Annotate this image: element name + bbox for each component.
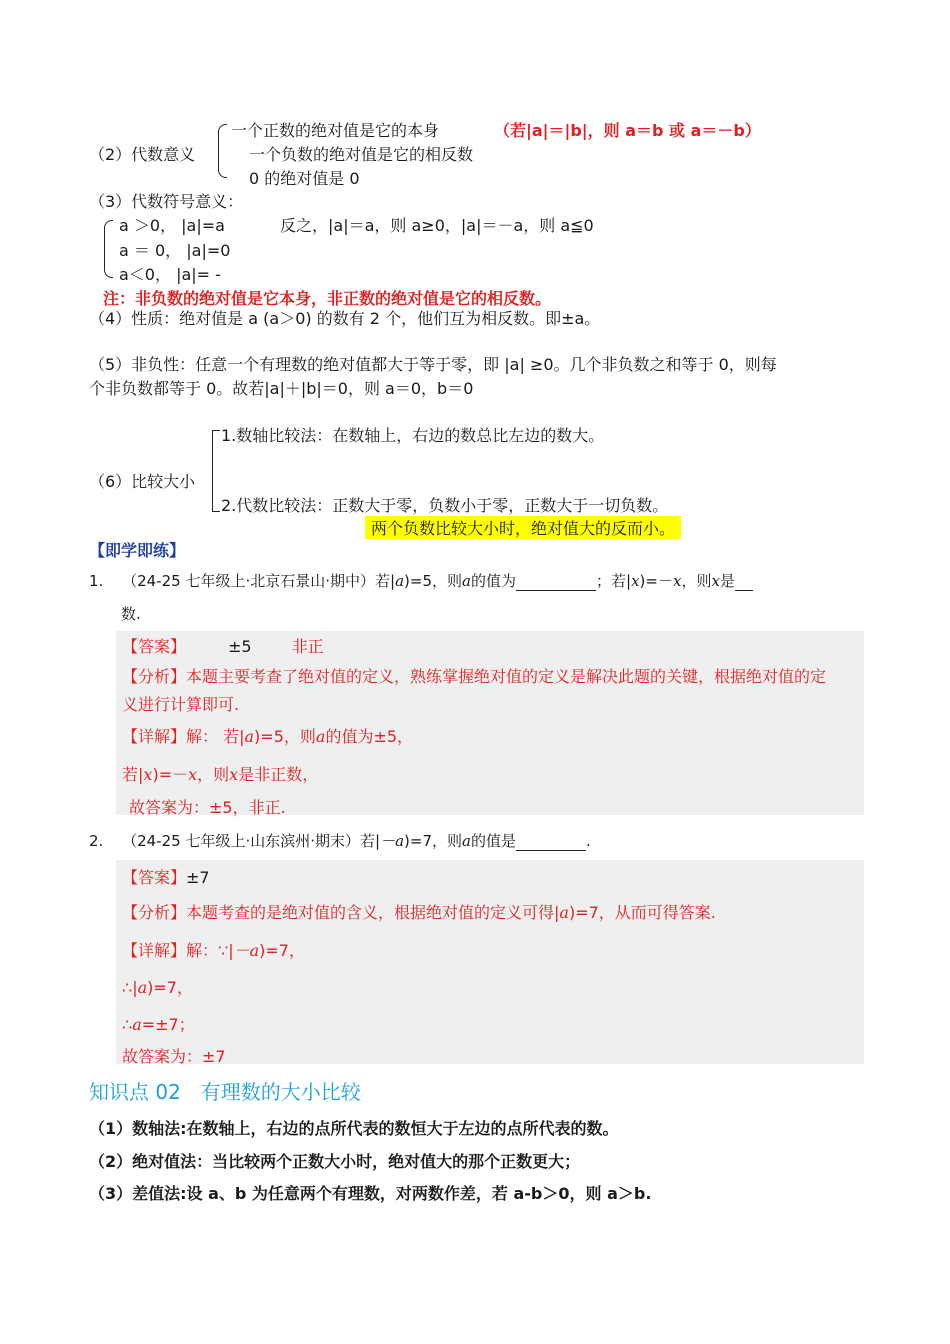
q2-answer-value: ±7 — [186, 868, 210, 887]
sym-line-1b: 反之，|a|＝a，则 a≥0，|a|＝－a，则 a≦0 — [280, 216, 594, 235]
q2-detail-text: =±7； — [141, 1015, 195, 1034]
q1-answer-label: 【答案】 — [122, 637, 187, 656]
q1-detail-label: 【详解】 — [122, 727, 187, 746]
q2-source: （24-25 七年级上·山东滨州·期末） — [122, 832, 360, 850]
q1-text: =－ — [645, 572, 673, 590]
q2-solution-panel — [116, 860, 864, 1064]
section-p1: （1）数轴法:在数轴上，右边的点所代表的数恒大于左边的点所代表的数。 — [89, 1119, 619, 1138]
q1-detail-var: x — [229, 765, 239, 784]
alg-note: （若|a|＝|b|，则 a＝b 或 a＝－b） — [494, 121, 761, 140]
q1-var: x — [672, 572, 682, 590]
q1-detail-text: 的值为±5， — [325, 727, 414, 746]
q2-analysis-text: =7，从而可得答案. — [575, 903, 716, 922]
q1-text: 若 — [375, 572, 391, 590]
q1-detail-var: x — [188, 765, 198, 784]
cmp-brace — [212, 430, 220, 512]
q2-var: －a — [380, 832, 405, 850]
q1-var: x — [711, 572, 720, 590]
q2-detail-3 — [122, 1012, 195, 1035]
q1-stem-cont: 数. — [121, 605, 141, 623]
nonneg-line-1: （5）非负性：任意一个有理数的绝对值都大于等于零，即 |a| ≥0。几个非负数之和等于 0，则每 — [89, 355, 777, 374]
q1-detail-text: ，则 — [197, 765, 230, 784]
q1-analysis-label: 【分析】 — [122, 667, 187, 686]
q2-detail-var: －a — [233, 941, 260, 960]
sym-label: （3）代数符号意义： — [89, 192, 244, 211]
q1-text: 的值为 — [470, 572, 516, 590]
alg-line-2: 一个负数的绝对值是它的相反数 — [249, 145, 474, 164]
section-heading: 知识点 02 有理数的大小比较 — [89, 1080, 361, 1104]
alg-brace — [218, 124, 227, 178]
q2-text: . — [585, 832, 591, 850]
q1-source: （24-25 七年级上·北京石景山·期中） — [122, 572, 375, 590]
q1-number: 1. — [89, 572, 104, 590]
q1-var: x — [631, 572, 640, 590]
q2-detail-text: ∴ — [122, 978, 133, 997]
q2-detail-text: 解：∵ — [186, 941, 229, 960]
q2-detail-1: 【详解】解：∵|－a)=7， — [122, 941, 305, 960]
alg-label: （2）代数意义 — [89, 145, 196, 164]
q2-text: 的值是 — [470, 832, 516, 850]
q2-answer-label: 【答案】 — [122, 868, 187, 887]
q2-answer — [122, 865, 210, 888]
q2-text: =7，则 — [409, 832, 463, 850]
sym-brace — [104, 220, 113, 278]
q1-var: a — [395, 572, 405, 590]
q1-detail-var: x — [143, 765, 153, 784]
q1-stem: 1. （24-25 七年级上·北京石景山·期中）若|a)=5，则a的值为 ；若|x)=－x，则x是 — [89, 570, 753, 591]
q1-analysis-2: 义进行计算即可. — [122, 695, 240, 714]
property-line: （4）性质：绝对值是 a (a＞0) 的数有 2 个，他们互为相反数。即±a。 — [89, 309, 601, 328]
cmp-label: （6）比较大小 — [89, 472, 196, 491]
q1-detail-2: 若|x)=－x，则x是非正数， — [122, 765, 319, 784]
sym-line-1: a ＞0， |a|=a — [119, 216, 225, 235]
q2-detail-4: 故答案为：±7 — [122, 1047, 226, 1066]
cmp-line-2: 2.代数比较法：正数大于零，负数小于零，正数大于一切负数。 — [221, 496, 669, 515]
q2-analysis-var: a — [559, 903, 569, 922]
q2-detail-var: a — [137, 978, 148, 997]
nonneg-line-2: 个非负数都等于 0。故若|a|＋|b|＝0，则 a＝0，b＝0 — [89, 379, 474, 398]
q1-detail-text: 是非正数， — [238, 765, 319, 784]
cmp-highlight: 两个负数比较大小时，绝对值大的反而小。 — [365, 516, 681, 539]
sym-line-3: a＜0， |a|= - — [119, 265, 221, 284]
q1-answer-2: 非正 — [291, 637, 324, 656]
q1-detail-text: =－ — [158, 765, 189, 784]
q2-analysis-text: 本题考查的是绝对值的含义，根据绝对值的定义可得 — [186, 903, 555, 922]
sym-line-2: a ＝ 0， |a|=0 — [119, 241, 231, 260]
q1-text: ；若 — [595, 572, 626, 590]
q1-blank-1 — [516, 572, 596, 591]
q1-detail-var: a — [315, 727, 326, 746]
q2-detail-label: 【详解】 — [122, 941, 187, 960]
q2-detail-var: a — [132, 1015, 142, 1034]
cmp-line-1: 1.数轴比较法：在数轴上，右边的数总比左边的数大。 — [221, 426, 605, 445]
q1-text: ，则 — [681, 572, 712, 590]
alg-line-3: 0 的绝对值是 0 — [249, 169, 360, 188]
q1-analysis-text: 本题主要考查了绝对值的定义，熟练掌握绝对值的定义是解决此题的关键，根据绝对值的定 — [186, 667, 827, 686]
q2-var: a — [462, 832, 471, 850]
q1-detail-text: 解： 若 — [186, 727, 240, 746]
q2-detail-text: ∴ — [122, 1015, 133, 1034]
abs-note: 注：非负数的绝对值是它本身，非正数的绝对值是它的相反数。 — [103, 289, 552, 308]
q2-blank — [516, 832, 586, 851]
section-p3: （3）差值法:设 a、b 为任意两个有理数，对两数作差，若 a-b＞0，则 a＞b. — [89, 1184, 652, 1203]
q1-var: a — [462, 572, 471, 590]
q2-detail-2: ∴|a)=7， — [122, 978, 193, 997]
q1-detail-text: =5，则 — [260, 727, 316, 746]
q1-detail-var: a — [244, 727, 255, 746]
q1-detail-text: 若 — [122, 765, 139, 784]
q2-detail-text: =7， — [153, 978, 193, 997]
q1-answer-1: ±5 — [228, 637, 252, 656]
q2-analysis: 【分析】本题考查的是绝对值的含义，根据绝对值的定义可得|a)=7，从而可得答案. — [122, 903, 716, 922]
q1-analysis-1 — [122, 664, 826, 687]
alg-line-1: 一个正数的绝对值是它的本身 — [231, 121, 440, 140]
q1-blank-2 — [735, 572, 753, 591]
section-p2: （2）绝对值法：当比较两个正数大小时，绝对值大的那个正数更大； — [89, 1152, 581, 1171]
practice-title: 【即学即练】 — [89, 541, 186, 560]
q2-detail-text: =7， — [265, 941, 305, 960]
q1-detail-1: 【详解】解： 若|a)=5，则a的值为±5， — [122, 727, 414, 746]
q2-text: 若 — [360, 832, 376, 850]
q1-answer — [122, 634, 324, 657]
q1-solution-panel — [116, 631, 864, 815]
q1-text: =5，则 — [409, 572, 463, 590]
q1-detail-3: 故答案为：±5，非正. — [129, 798, 286, 817]
q2-number: 2. — [89, 832, 104, 850]
q2-analysis-label: 【分析】 — [122, 903, 187, 922]
q1-text: 是 — [719, 572, 735, 590]
q2-stem: 2. （24-25 七年级上·山东滨州·期末）若|－a)=7，则a的值是 . — [89, 832, 591, 850]
